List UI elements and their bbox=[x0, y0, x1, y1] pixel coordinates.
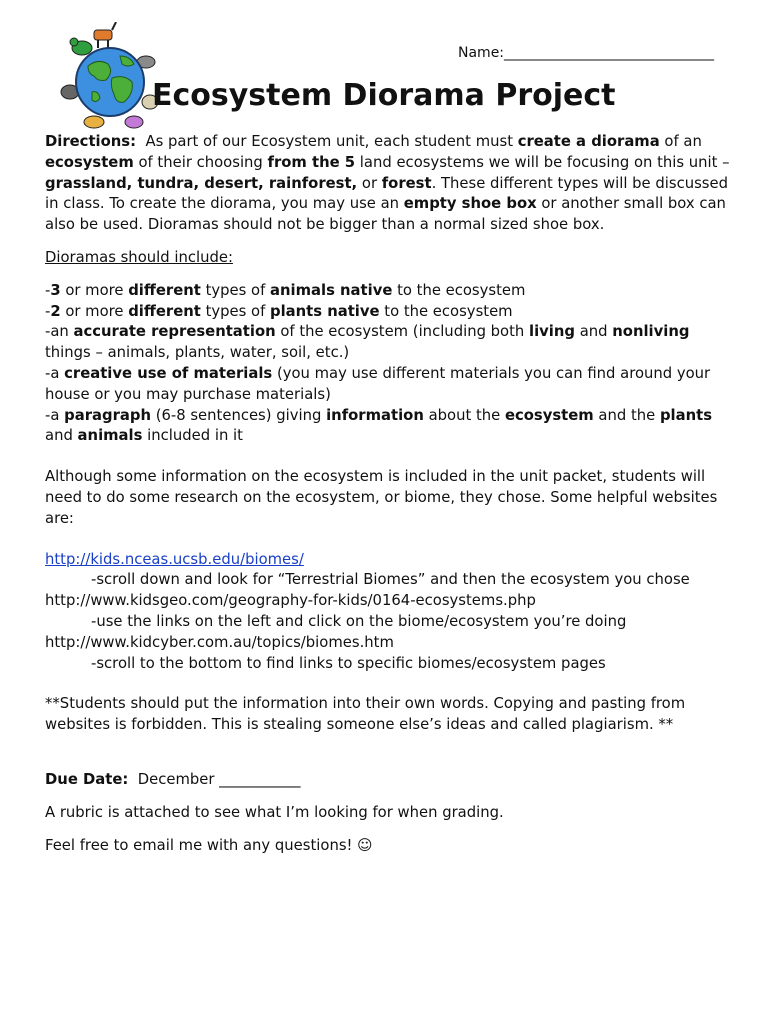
text: (6-8 sentences) giving bbox=[151, 406, 327, 424]
text: of the ecosystem (including both bbox=[275, 323, 529, 341]
text: (you may use different materials you can find around your house or you may purchase materials) bbox=[45, 364, 711, 403]
include-item-materials bbox=[45, 364, 735, 406]
bold-text: paragraph bbox=[64, 406, 151, 424]
bold-text: different bbox=[128, 302, 201, 320]
text: or another small box can also be used. Dioramas should not be bigger than a normal sized shoe box. bbox=[45, 195, 726, 234]
text: land ecosystems we will be focusing on this unit – bbox=[355, 153, 730, 171]
directions-paragraph bbox=[45, 132, 735, 236]
text: and bbox=[575, 323, 613, 341]
plagiarism-warning: **Students should put the information into their own words. Copying and pasting from websites is forbidden. This is stealing someone else’s ideas and called plagiarism. ** bbox=[45, 695, 686, 734]
text: and bbox=[45, 427, 78, 445]
text: - bbox=[45, 281, 51, 299]
text: or more bbox=[60, 281, 129, 299]
include-item-paragraph bbox=[45, 406, 735, 448]
bold-text: ecosystem bbox=[45, 153, 134, 171]
due-date-line bbox=[45, 770, 735, 791]
text: to the ecosystem bbox=[379, 302, 513, 320]
text: . These different types will be discussed in class. To create the diorama, you may use an bbox=[45, 174, 728, 213]
text: -an bbox=[45, 323, 74, 341]
text: about the bbox=[423, 406, 505, 424]
bold-text: nonliving bbox=[612, 323, 690, 341]
include-item-plants bbox=[45, 302, 735, 323]
bold-text: creative use of materials bbox=[64, 364, 273, 382]
bold-text: 2 bbox=[50, 302, 61, 320]
bold-text: animals native bbox=[270, 281, 393, 299]
bold-text: animals bbox=[77, 427, 143, 445]
due-date-value: December ___________ bbox=[137, 770, 301, 788]
text: types of bbox=[200, 302, 270, 320]
closing-note: Feel free to email me with any questions! ☺ bbox=[45, 836, 373, 854]
text: and the bbox=[593, 406, 660, 424]
website-link-kidsgeo[interactable]: http://www.kidsgeo.com/geography-for-kids/0164-ecosystems.php bbox=[45, 592, 536, 610]
bold-text: create a diorama bbox=[517, 133, 660, 150]
text: types of bbox=[200, 281, 270, 299]
page-title: Ecosystem Diorama Project bbox=[152, 78, 616, 113]
research-paragraph: Although some information on the ecosystem is included in the unit packet, students will need to do some research on the ecosystem, or biome, they chose. Some helpful websites are: bbox=[45, 468, 718, 527]
include-heading: Dioramas should include: bbox=[45, 248, 233, 266]
text: - bbox=[45, 302, 51, 320]
include-item-animals bbox=[45, 281, 735, 302]
text: of their choosing bbox=[133, 153, 268, 171]
website-note: -use the links on the left and click on the biome/ecosystem you’re doing bbox=[91, 612, 627, 630]
bold-text: living bbox=[529, 323, 575, 341]
text: things – animals, plants, water, soil, etc.) bbox=[45, 344, 350, 362]
website-link-nceas[interactable]: http://kids.nceas.ucsb.edu/biomes/ bbox=[45, 550, 304, 568]
bold-text: grassland, tundra, desert, rainforest, bbox=[45, 174, 358, 192]
directions-label: Directions: bbox=[45, 133, 137, 150]
bold-text: information bbox=[326, 406, 424, 424]
bold-text: plants native bbox=[270, 302, 380, 320]
bold-text: empty shoe box bbox=[403, 195, 537, 213]
bold-text: forest bbox=[381, 174, 432, 192]
name-field-line: Name:______________________________ bbox=[458, 45, 715, 61]
globe-with-animals-icon bbox=[54, 22, 166, 134]
bold-text: from the 5 bbox=[267, 153, 356, 171]
bold-text: ecosystem bbox=[504, 406, 594, 424]
bold-text: 3 bbox=[50, 281, 61, 299]
text: As part of our Ecosystem unit, each student must bbox=[145, 133, 518, 150]
website-note: -scroll down and look for “Terrestrial Biomes” and then the ecosystem you chose bbox=[91, 571, 690, 589]
due-date-label: Due Date: bbox=[45, 770, 129, 788]
text: -a bbox=[45, 406, 65, 424]
bold-text: plants bbox=[659, 406, 713, 424]
document-body bbox=[45, 132, 735, 856]
website-note: -scroll to the bottom to find links to specific biomes/ecosystem pages bbox=[91, 654, 606, 672]
rubric-note: A rubric is attached to see what I’m looking for when grading. bbox=[45, 803, 504, 821]
website-link-kidcyber[interactable]: http://www.kidcyber.com.au/topics/biomes.htm bbox=[45, 633, 394, 651]
include-item-representation bbox=[45, 322, 735, 364]
text: or bbox=[357, 174, 382, 192]
text: or more bbox=[60, 302, 129, 320]
text: of an bbox=[659, 133, 702, 150]
text: included in it bbox=[142, 427, 243, 445]
text: to the ecosystem bbox=[392, 281, 526, 299]
bold-text: different bbox=[128, 281, 201, 299]
bold-text: accurate representation bbox=[73, 323, 276, 341]
text: -a bbox=[45, 364, 65, 382]
